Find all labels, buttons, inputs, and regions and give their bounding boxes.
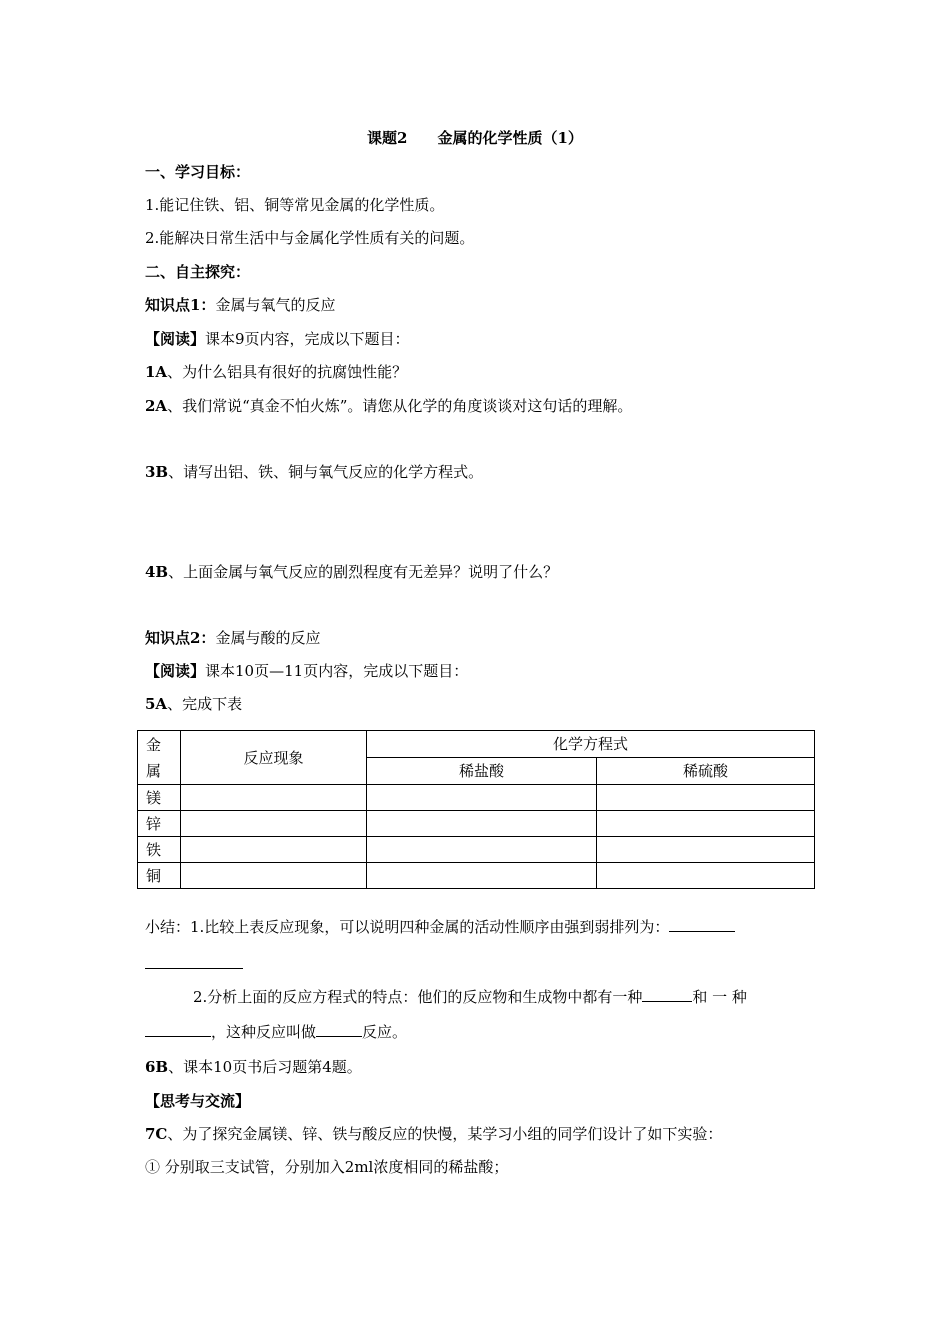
- goal-2: 2.能解决日常生活中与金属化学性质有关的问题。: [145, 229, 475, 247]
- answer-blank[interactable]: [145, 953, 243, 969]
- hcl-equation-cell[interactable]: [367, 811, 597, 837]
- summary-text-1: 小结：1.比较上表反应现象，可以说明四种金属的活动性顺序由强到弱排列为：: [145, 918, 670, 936]
- hcl-equation-cell[interactable]: [367, 785, 597, 811]
- question-text: 、我们常说“真金不怕火炼”。请您从化学的角度谈谈对这句话的理解。: [167, 397, 633, 415]
- summary-line-1: [145, 916, 735, 937]
- kp2-text: 金属与酸的反应: [215, 629, 321, 647]
- metal-cell: 锌: [138, 811, 181, 837]
- kp1-line: [145, 295, 335, 315]
- summary-text-3c: 反应。: [362, 1023, 408, 1041]
- answer-blank[interactable]: [145, 1021, 211, 1037]
- question-text: 、上面金属与氧气反应的剧烈程度有无差异？说明了什么？: [168, 563, 559, 581]
- summary-line-1b: [145, 953, 243, 974]
- question-7c: [145, 1124, 722, 1144]
- summary-text-2a: 2.分析上面的反应方程式的特点：他们的反应物和生成物中都有一种: [193, 988, 643, 1006]
- phenomenon-cell[interactable]: [181, 863, 367, 889]
- summary-text-3b: ，这种反应叫做: [211, 1023, 317, 1041]
- answer-blank[interactable]: [669, 916, 735, 932]
- h2so4-equation-cell[interactable]: [597, 785, 815, 811]
- table-row: [138, 811, 815, 837]
- kp1-text: 金属与氧气的反应: [215, 296, 336, 314]
- question-number: 4B: [145, 563, 169, 581]
- question-text: 、完成下表: [167, 695, 243, 713]
- question-number: 2A: [145, 397, 168, 415]
- question-text: 、为了探究金属镁、锌、铁与酸反应的快慢，某学习小组的同学们设计了如下实验：: [167, 1125, 723, 1143]
- table-row: [138, 785, 815, 811]
- question-text: 、请写出铝、铁、铜与氧气反应的化学方程式。: [168, 463, 484, 481]
- table-row: [138, 863, 815, 889]
- kp2-read-label: 【阅读】: [145, 662, 206, 680]
- table-header-row: [138, 731, 815, 758]
- kp2-read-text: 课本10页—11页内容，完成以下题目：: [205, 662, 469, 680]
- phenomenon-header: 反应现象: [181, 731, 367, 785]
- kp2-label: 知识点2：: [145, 629, 216, 647]
- table-row: [138, 837, 815, 863]
- question-number: 5A: [145, 695, 168, 713]
- section1-heading: 一、学习目标：: [145, 163, 251, 181]
- kp1-read-label: 【阅读】: [145, 330, 206, 348]
- kp2-line: [145, 628, 320, 648]
- section2-heading: 二、自主探究：: [145, 263, 251, 281]
- question-number: 7C: [145, 1125, 168, 1143]
- metal-header: 金 属: [138, 731, 181, 785]
- summary-line-2: [193, 986, 747, 1007]
- question-number: 3B: [145, 463, 169, 481]
- phenomenon-cell[interactable]: [181, 837, 367, 863]
- question-1a: [145, 362, 407, 382]
- h2so4-equation-cell[interactable]: [597, 811, 815, 837]
- phenomenon-cell[interactable]: [181, 785, 367, 811]
- question-7c-step-1: ① 分别取三支试管，分别加入2ml浓度相同的稀盐酸；: [145, 1158, 509, 1176]
- page-title: [0, 128, 950, 148]
- metal-cell: 铜: [138, 863, 181, 889]
- kp1-label: 知识点1：: [145, 296, 216, 314]
- question-text: 、为什么铝具有很好的抗腐蚀性能？: [167, 363, 408, 381]
- question-6b: [145, 1057, 362, 1077]
- h2so4-header: 稀硫酸: [597, 758, 815, 785]
- h2so4-equation-cell[interactable]: [597, 863, 815, 889]
- summary-text-2b: 和 一 种: [692, 988, 747, 1006]
- reaction-table: [137, 730, 815, 889]
- question-4b: [145, 562, 558, 582]
- title-lesson: 课题2: [367, 129, 408, 147]
- summary-line-3: [145, 1021, 407, 1042]
- hcl-equation-cell[interactable]: [367, 863, 597, 889]
- phenomenon-cell[interactable]: [181, 811, 367, 837]
- hcl-equation-cell[interactable]: [367, 837, 597, 863]
- metal-cell: 铁: [138, 837, 181, 863]
- answer-blank[interactable]: [316, 1021, 362, 1037]
- question-2a: [145, 396, 632, 416]
- kp1-read-line: [145, 329, 410, 349]
- hcl-header: 稀盐酸: [367, 758, 597, 785]
- kp2-read-line: [145, 661, 468, 681]
- question-text: 、课本10页书后习题第4题。: [168, 1058, 362, 1076]
- question-3b: [145, 462, 483, 482]
- title-topic: 金属的化学性质（1）: [437, 129, 583, 147]
- kp1-read-text: 课本9页内容，完成以下题目：: [205, 330, 410, 348]
- answer-blank[interactable]: [642, 986, 692, 1002]
- think-heading: 【思考与交流】: [145, 1092, 251, 1110]
- question-number: 1A: [145, 363, 168, 381]
- question-number: 6B: [145, 1058, 169, 1076]
- metal-cell: 镁: [138, 785, 181, 811]
- equation-header: 化学方程式: [367, 731, 815, 758]
- goal-1: 1.能记住铁、铝、铜等常见金属的化学性质。: [145, 196, 445, 214]
- question-5a: [145, 694, 242, 714]
- h2so4-equation-cell[interactable]: [597, 837, 815, 863]
